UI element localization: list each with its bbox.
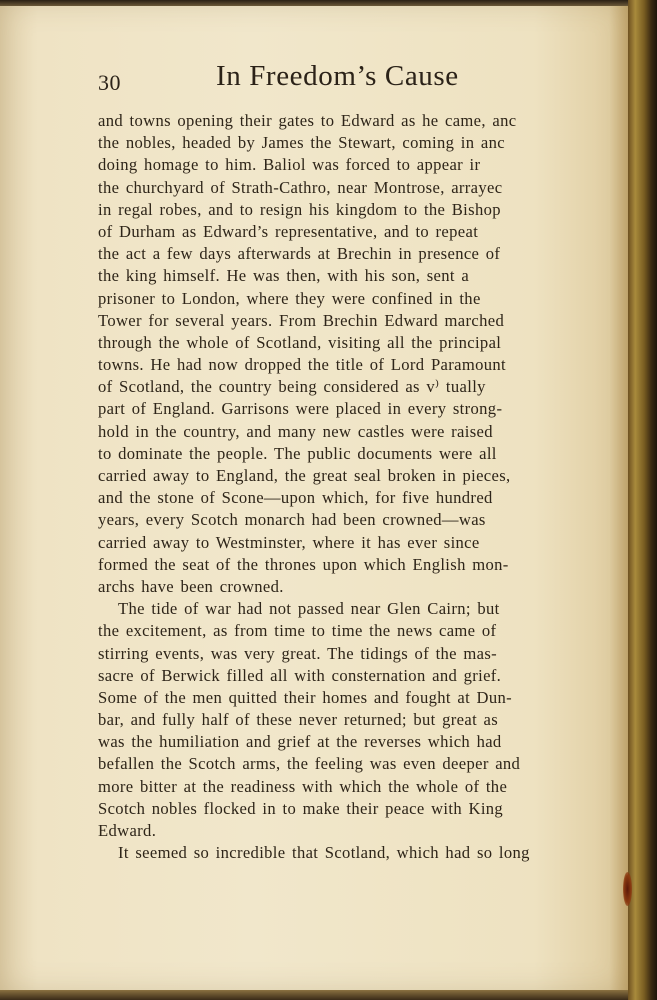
page-number: 30	[98, 70, 121, 95]
page-bottom-edge	[0, 990, 628, 1000]
text-line: archs have been crowned.	[98, 576, 284, 596]
running-head: In Freedom’s Cause	[216, 60, 459, 92]
text-line: in regal robes, and to resign his kingdom to the Bishop	[98, 199, 501, 219]
text-line: prisoner to London, where they were confined in the	[98, 288, 481, 308]
text-line: bar, and fully half of these never returned; but great as	[98, 710, 499, 730]
text-line: the nobles, headed by James the Stewart, coming in anc	[98, 133, 505, 153]
text-line: years, every Scotch monarch had been crowned—was	[98, 510, 486, 530]
body-text	[98, 110, 602, 864]
text-line: carried away to Westminster, where it has ever since	[98, 532, 480, 552]
book-binding-edge	[628, 0, 657, 1000]
text-line: the churchyard of Strath-Cathro, near Montrose, arrayec	[98, 177, 503, 197]
text-line: Scotch nobles flocked in to make their peace with King	[98, 798, 504, 818]
binding-stain	[623, 872, 632, 906]
text-line: sacre of Berwick filled all with consternation and grief.	[98, 665, 502, 685]
text-line: the act a few days afterwards at Brechin in presence of	[98, 244, 501, 264]
text-line: and the stone of Scone—upon which, for five hundred	[98, 488, 493, 508]
text-line: to dominate the people. The public documents were all	[98, 443, 497, 463]
text-line: hold in the country, and many new castles were raised	[98, 421, 493, 441]
text-line: of Durham as Edward’s representative, and to repeat	[98, 221, 479, 241]
text-line: part of England. Garrisons were placed in every strong-	[98, 399, 503, 419]
text-line: Edward.	[98, 821, 157, 840]
text-line: the king himself. He was then, with his son, sent a	[98, 266, 470, 286]
text-line: Some of the men quitted their homes and fought at Dun-	[98, 687, 513, 707]
paragraph-first-line: The tide of war had not passed near Glen Cairn; but	[118, 599, 500, 619]
text-line: stirring events, was very great. The tidings of the mas-	[98, 643, 498, 663]
text-line: carried away to England, the great seal broken in pieces,	[98, 466, 511, 485]
text-line: was the humiliation and grief at the reverses which had	[98, 732, 502, 752]
text-line: Tower for several years. From Brechin Edward marched	[98, 310, 505, 330]
text-line: formed the seat of the thrones upon which English mon-	[98, 554, 509, 574]
text-line: through the whole of Scotland, visiting all the principal	[98, 332, 502, 352]
text-line: the excitement, as from time to time the news came of	[98, 621, 497, 641]
paragraph-first-line: It seemed so incredible that Scotland, which had so long	[118, 843, 530, 863]
text-line: befallen the Scotch arms, the feeling was even deeper and	[98, 754, 521, 774]
text-line: and towns opening their gates to Edward as he came, anc	[98, 111, 517, 130]
page-header	[98, 60, 608, 100]
text-line: towns. He had now dropped the title of Lord Paramount	[98, 355, 506, 375]
text-line: doing homage to him. Baliol was forced to appear ir	[98, 155, 481, 175]
text-line: more bitter at the readiness with which the whole of the	[98, 776, 508, 796]
text-line: of Scotland, the country being considered as v⁾ tually	[98, 377, 486, 397]
page-top-edge	[0, 0, 628, 6]
